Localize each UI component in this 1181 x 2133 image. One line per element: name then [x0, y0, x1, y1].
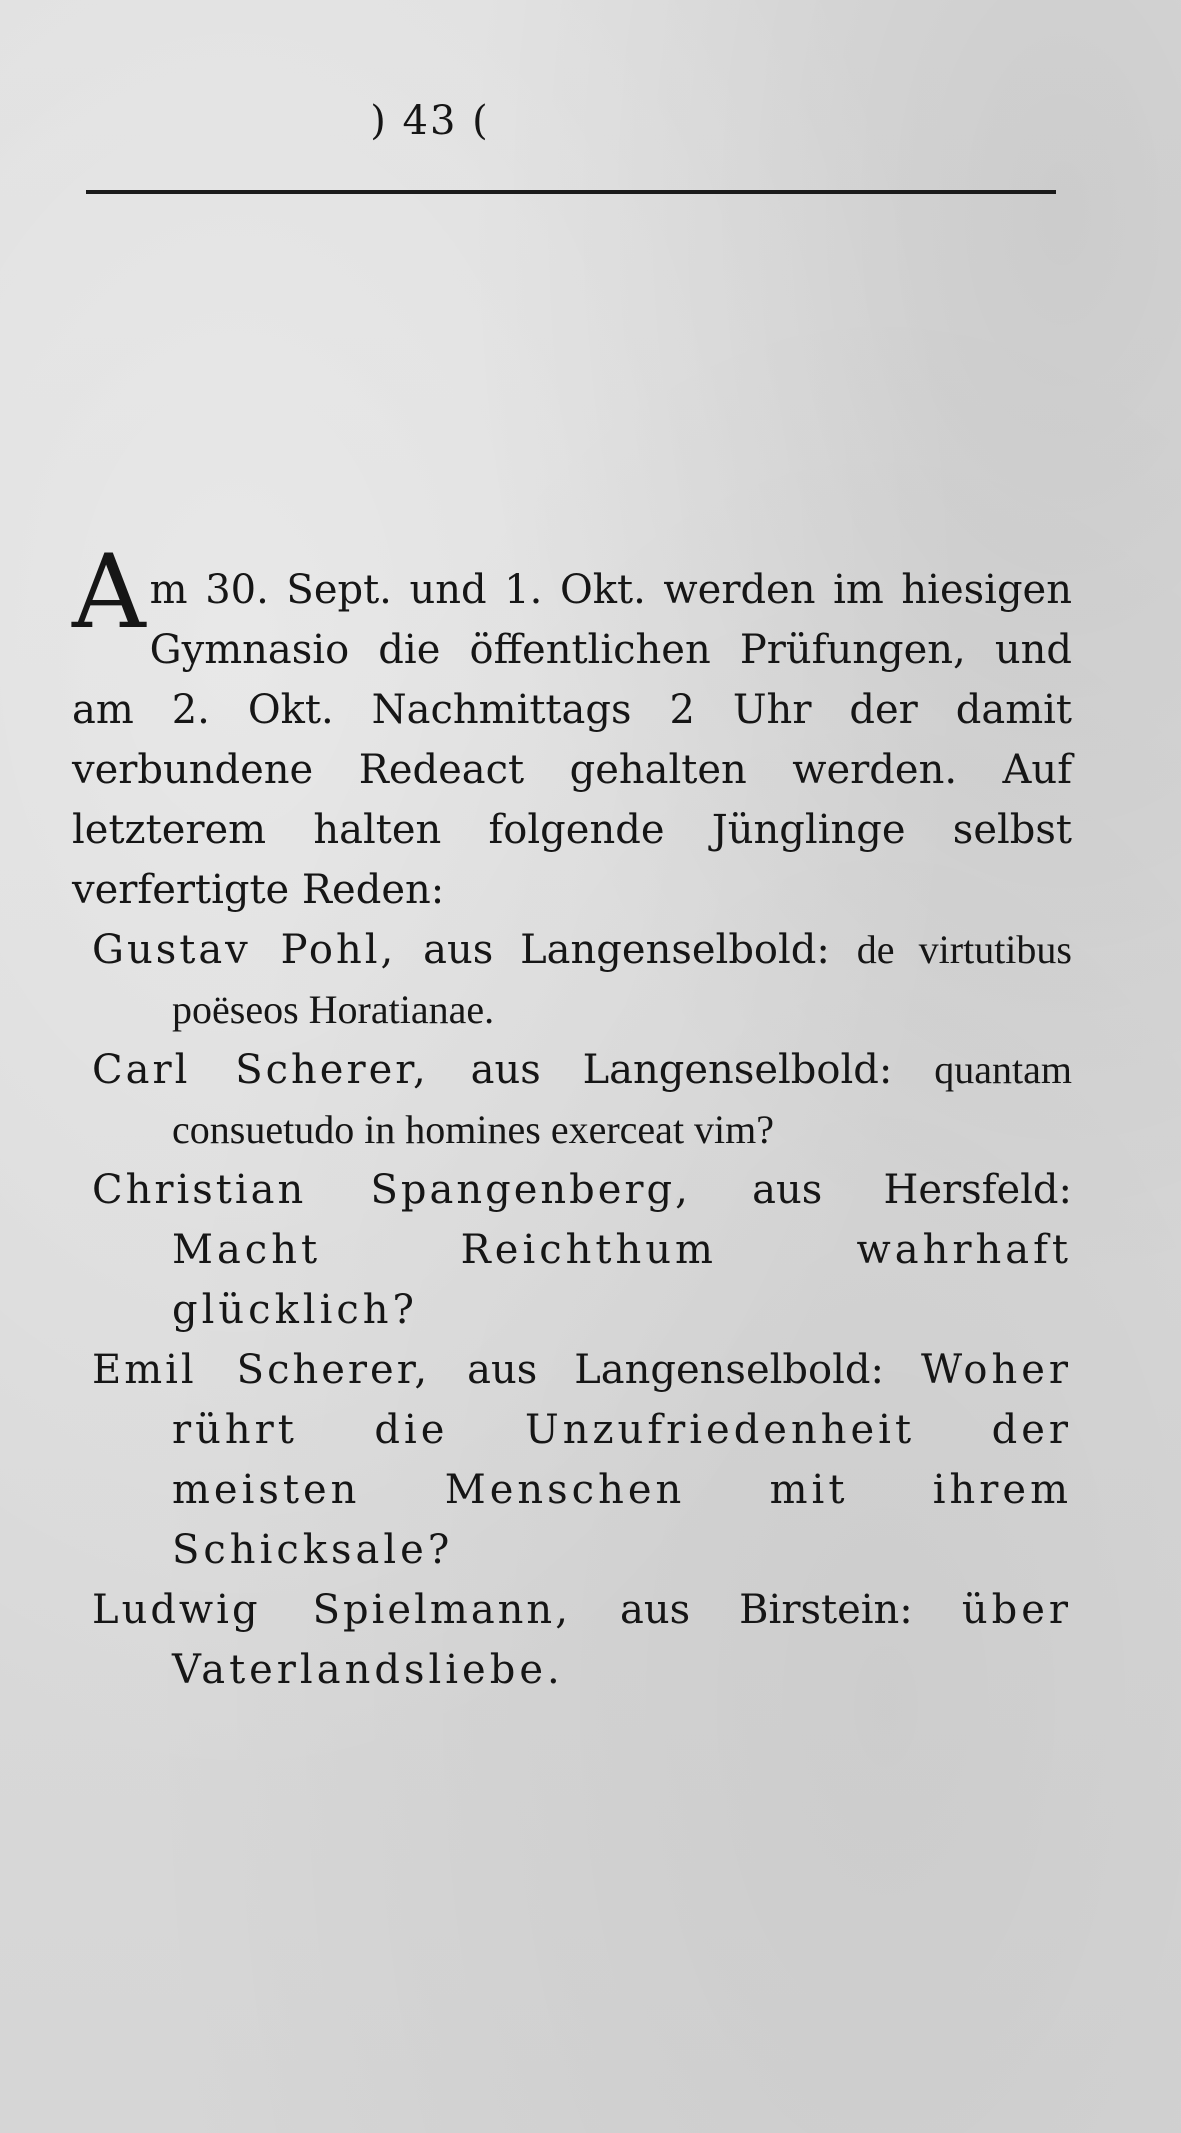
speech-entry: [72, 1580, 1072, 1700]
speaker-origin: aus Langenselbold:: [423, 927, 830, 973]
speech-list: [72, 920, 1072, 1700]
speaker-name: Gustav Pohl,: [92, 927, 397, 973]
speech-entry: [72, 1340, 1072, 1580]
drop-cap: A: [72, 533, 146, 652]
speech-topic: de virtutibus poëseos Horatianae.: [172, 927, 1072, 1032]
speaker-name: Carl Scherer,: [92, 1047, 429, 1093]
speaker-origin: aus Birstein:: [619, 1587, 913, 1633]
speech-topic: über Vaterlandsliebe.: [172, 1587, 1073, 1693]
speech-entry: [72, 1160, 1072, 1340]
intro-text: m 30. Sept. und 1. Okt. werden im hiesigen Gymnasio die öffentlichen Prüfungen, und am 2. Okt. Nachmittags 2 Uhr der damit verbundene Redeact gehalten werden. Auf letzterem halten folgende Jünglinge selbst verfertigte Reden:: [72, 567, 1072, 913]
speech-entry: [72, 1040, 1072, 1160]
speech-entry: [72, 920, 1072, 1040]
speech-topic: quantam consuetudo in homines exerceat vim?: [172, 1047, 1072, 1152]
speaker-name: Emil Scherer,: [92, 1347, 431, 1393]
page-number: ) 43 (: [370, 98, 490, 144]
header-rule: [86, 190, 1056, 194]
speech-topic: Macht Reichthum wahrhaft glücklich?: [172, 1227, 1072, 1333]
speaker-origin: aus Langenselbold:: [470, 1047, 893, 1093]
intro-paragraph: [72, 533, 1072, 920]
speaker-origin: aus Langenselbold:: [467, 1347, 884, 1393]
speaker-name: Christian Spangenberg,: [92, 1167, 691, 1213]
speech-topic: Woher rührt die Unzufriedenheit der meisten Menschen mit ihrem Schicksale?: [172, 1347, 1073, 1573]
body-text: [72, 533, 1073, 1700]
speaker-name: Ludwig Spielmann,: [92, 1587, 571, 1633]
speaker-origin: aus Hersfeld:: [752, 1167, 1072, 1213]
